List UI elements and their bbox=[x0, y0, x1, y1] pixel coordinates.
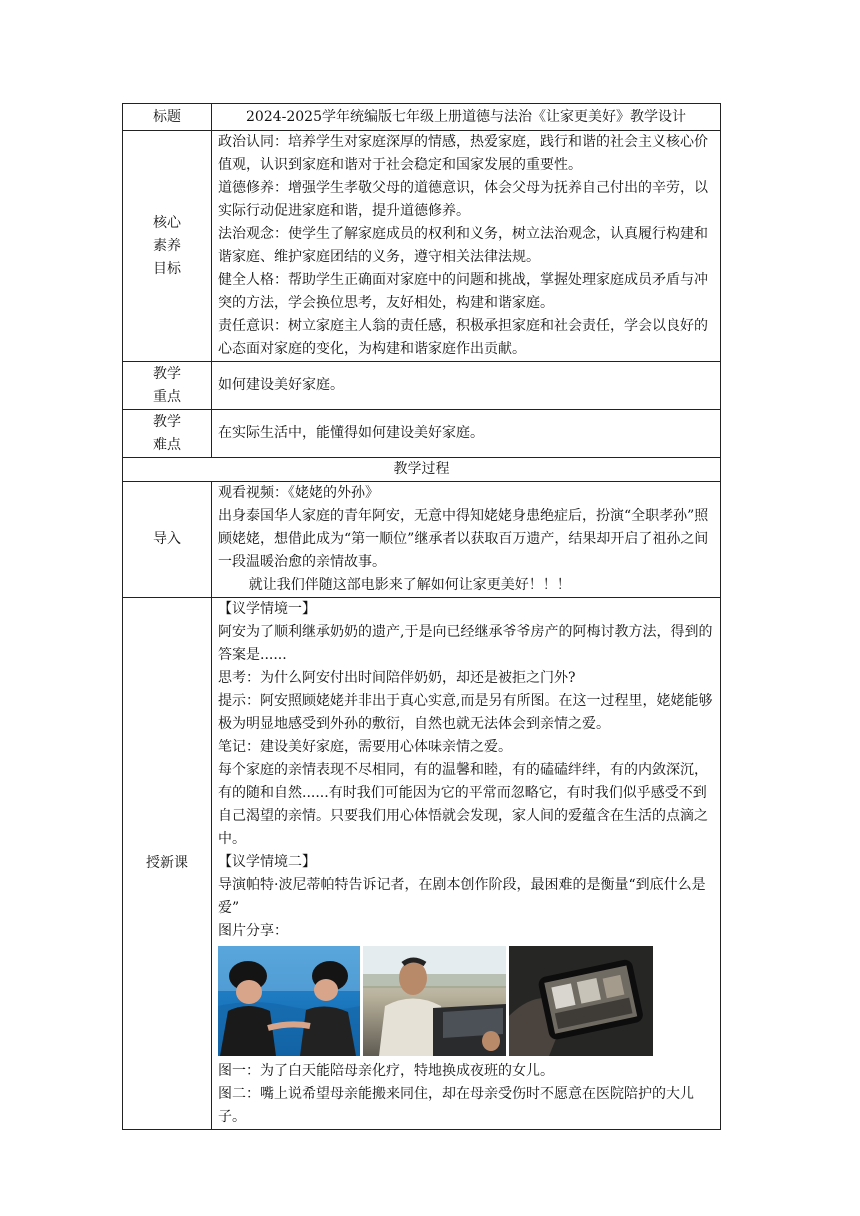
difficulty-label bbox=[123, 410, 212, 458]
focus-label-line: 教学 bbox=[153, 365, 181, 382]
focus-row bbox=[123, 362, 721, 410]
goal-legal: 法治观念：使学生了解家庭成员的权利和义务，树立法治观念，认真履行构建和谐家庭、维护家庭团结的义务，遵守相关法律法规。 bbox=[218, 226, 708, 265]
intro-call: 就让我们伴随这部电影来了解如何让家更美好！！！ bbox=[248, 577, 571, 593]
think-question: 思考：为什么阿安付出时间陪伴奶奶，却还是被拒之门外? bbox=[218, 670, 576, 686]
photo-swimming-pool bbox=[218, 946, 360, 1056]
photo-share-label: 图片分享： bbox=[218, 923, 288, 939]
intro-summary: 出身泰国华人家庭的青年阿安，无意中得知姥姥身患绝症后，扮演“全职孝孙”照顾姥姥，想借此成为“第一顺位”继承者以获取百万遗产，结果却开启了祖孙之间一段温暖治愈的亲情故事。 bbox=[218, 508, 709, 570]
focus-label bbox=[123, 362, 212, 410]
intro-label: 导入 bbox=[123, 482, 212, 598]
scenario1-text: 阿安为了顺利继承奶奶的遗产,于是向已经继承爷爷房产的阿梅讨教方法，得到的答案是...... bbox=[218, 624, 713, 663]
core-goals-label bbox=[123, 131, 212, 362]
process-header: 教学过程 bbox=[123, 458, 721, 482]
photo-strip bbox=[218, 946, 714, 1056]
core-label-line: 目标 bbox=[153, 260, 181, 277]
process-header-row bbox=[123, 458, 721, 482]
difficulty-label-line: 教学 bbox=[153, 413, 181, 430]
core-label-line: 核心 bbox=[153, 214, 181, 231]
focus-text: 如何建设美好家庭。 bbox=[212, 362, 721, 410]
core-goals-content bbox=[212, 131, 721, 362]
title-label: 标题 bbox=[123, 104, 212, 131]
photo-phone-screen bbox=[509, 946, 653, 1056]
intro-row bbox=[123, 482, 721, 598]
focus-label-line: 重点 bbox=[153, 388, 181, 405]
family-paragraph: 每个家庭的亲情表现不尽相同，有的温馨和睦，有的磕磕绊绊，有的内敛深沉，有的随和自然......有时我们可能因为它的平常而忽略它，有时我们似乎感受不到自己渴望的亲情。只要我们用心体悟就会发现，家人间的爱蕴含在生活的点滴之中。 bbox=[218, 762, 708, 847]
lesson-plan-table bbox=[122, 103, 721, 1130]
title-value: 2024-2025学年统编版七年级上册道德与法治《让家更美好》教学设计 bbox=[212, 104, 721, 131]
new-lesson-content bbox=[212, 598, 721, 1130]
caption-two: 图二：嘴上说希望母亲能搬来同住，却在母亲受伤时不愿意在医院陪护的大儿子。 bbox=[218, 1086, 694, 1125]
hint-text: 提示：阿安照顾姥姥并非出于真心实意,而是另有所图。在这一过程里，姥姥能够极为明显地感受到外孙的敷衍，自然也就无法体会到亲情之爱。 bbox=[218, 693, 713, 732]
photo-man-at-car bbox=[363, 946, 506, 1056]
new-lesson-row bbox=[123, 598, 721, 1130]
scenario2-title: 【议学情境二】 bbox=[218, 854, 316, 870]
new-lesson-label: 授新课 bbox=[123, 598, 212, 1130]
difficulty-row bbox=[123, 410, 721, 458]
scenario2-text: 导演帕特·波尼蒂帕特告诉记者，在剧本创作阶段，最困难的是衡量“到底什么是爱” bbox=[218, 877, 706, 916]
goal-political: 政治认同：培养学生对家庭深厚的情感，热爱家庭，践行和谐的社会主义核心价值观，认识到家庭和谐对于社会稳定和国家发展的重要性。 bbox=[218, 134, 708, 173]
intro-content bbox=[212, 482, 721, 598]
intro-video: 观看视频：《姥姥的外孙》 bbox=[218, 485, 379, 501]
goal-personality: 健全人格：帮助学生正确面对家庭中的问题和挑战，掌握处理家庭成员矛盾与冲突的方法，学会换位思考，友好相处，构建和谐家庭。 bbox=[218, 272, 708, 311]
goal-moral: 道德修养：增强学生孝敬父母的道德意识，体会父母为抚养自己付出的辛劳，以实际行动促进家庭和谐，提升道德修养。 bbox=[218, 180, 708, 219]
note-text: 笔记：建设美好家庭，需要用心体味亲情之爱。 bbox=[218, 739, 512, 755]
goal-responsibility: 责任意识：树立家庭主人翁的责任感，积极承担家庭和社会责任，学会以良好的心态面对家庭的变化，为构建和谐家庭作出贡献。 bbox=[218, 318, 708, 357]
difficulty-label-line: 难点 bbox=[153, 436, 181, 453]
core-goals-row bbox=[123, 131, 721, 362]
difficulty-text: 在实际生活中，能懂得如何建设美好家庭。 bbox=[212, 410, 721, 458]
title-row bbox=[123, 104, 721, 131]
caption-one: 图一：为了白天能陪母亲化疗，特地换成夜班的女儿。 bbox=[218, 1063, 554, 1079]
scenario1-title: 【议学情境一】 bbox=[218, 601, 316, 617]
core-label-line: 素养 bbox=[153, 237, 181, 254]
